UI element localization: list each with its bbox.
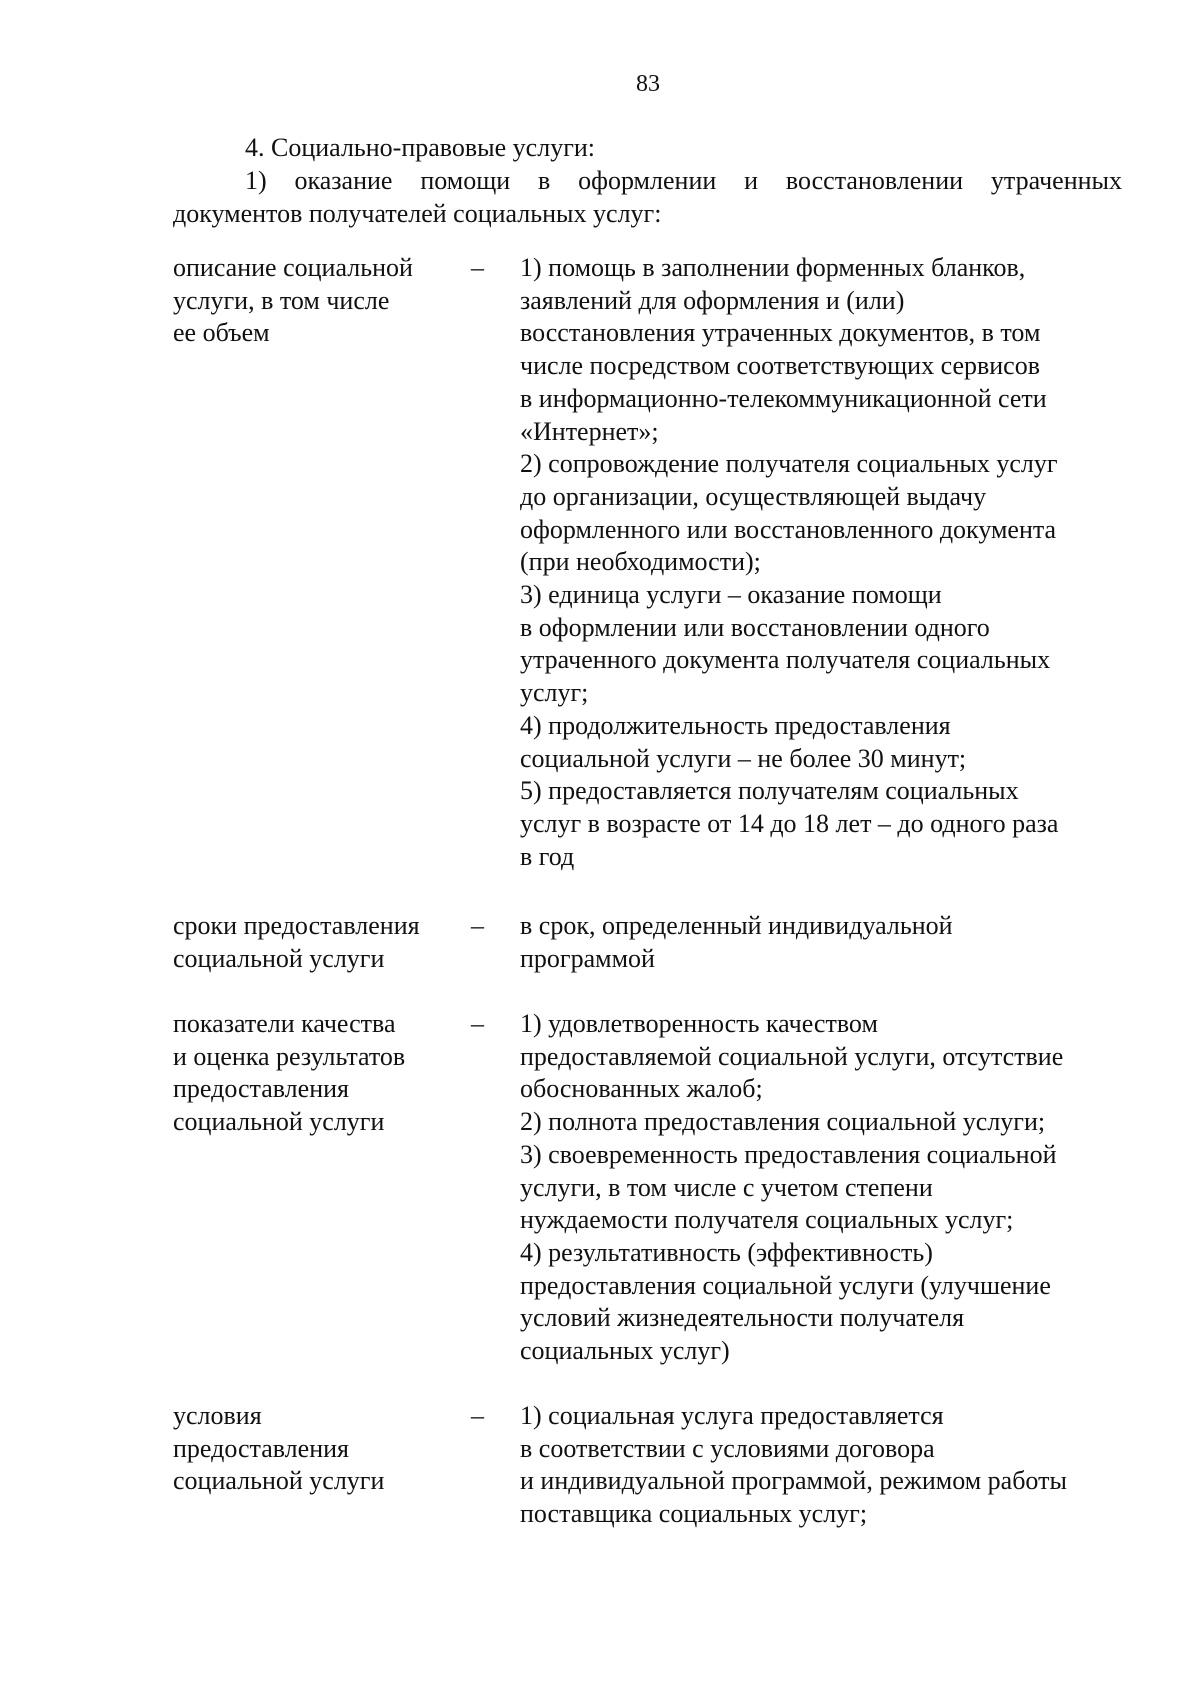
label-line: условия bbox=[173, 1401, 262, 1430]
value-line: в срок, определенный индивидуальной bbox=[520, 911, 953, 940]
value-line: условий жизнедеятельности получателя bbox=[520, 1303, 965, 1333]
value-line: услуг в возрасте от 14 до 18 лет – до одного раза bbox=[520, 808, 1059, 838]
value-line: 1) социальная услуга предоставляется bbox=[520, 1401, 944, 1430]
value-line: 4) результативность (эффективность) bbox=[520, 1237, 933, 1267]
label-line: социальной услуги bbox=[173, 1107, 385, 1137]
value-line: и индивидуальной программой, режимом работы bbox=[520, 1466, 1067, 1496]
value-line: числе посредством соответствующих сервисов bbox=[520, 351, 1040, 381]
value-line: социальной услуги – не более 30 минут; bbox=[520, 743, 967, 773]
value-line: предоставления социальной услуги (улучшение bbox=[520, 1270, 1051, 1300]
row-value bbox=[520, 1008, 1130, 1368]
dash-separator: – bbox=[471, 1401, 484, 1430]
value-line: в оформлении или восстановлении одного bbox=[520, 612, 990, 642]
label-line: социальной услуги bbox=[173, 1466, 385, 1496]
label-line: и оценка результатов bbox=[173, 1041, 406, 1071]
label-line: услуги, в том числе bbox=[173, 285, 390, 315]
value-line: предоставляемой социальной услуги, отсутствие bbox=[520, 1041, 1064, 1071]
value-line: «Интернет»; bbox=[520, 416, 659, 446]
value-line: (при необходимости); bbox=[520, 547, 761, 577]
label-line: ее объем bbox=[173, 318, 270, 348]
value-line: в соответствии с условиями договора bbox=[520, 1433, 935, 1463]
label-line: показатели качества bbox=[173, 1009, 396, 1038]
row-label bbox=[173, 910, 463, 975]
value-line: 3) единица услуги – оказание помощи bbox=[520, 580, 942, 610]
row-value bbox=[520, 252, 1130, 873]
section-heading: 4. Социально-правовые услуги: bbox=[245, 133, 595, 162]
row-label bbox=[173, 1400, 463, 1498]
value-line: услуг; bbox=[520, 678, 589, 708]
value-line: до организации, осуществляющей выдачу bbox=[520, 481, 987, 511]
label-line: сроки предоставления bbox=[173, 911, 420, 940]
value-line: оформленного или восстановленного документа bbox=[520, 514, 1057, 544]
dash-separator: – bbox=[471, 253, 484, 282]
value-line: в информационно-телекоммуникационной сети bbox=[520, 383, 1047, 413]
value-line: 2) полнота предоставления социальной услуги; bbox=[520, 1107, 1046, 1137]
intro-line: документов получателей социальных услуг: bbox=[173, 198, 662, 228]
label-line: социальной услуги bbox=[173, 943, 385, 973]
value-line: 2) сопровождение получателя социальных услуг bbox=[520, 449, 1058, 479]
value-line: нуждаемости получателя социальных услуг; bbox=[520, 1205, 1014, 1235]
label-line: предоставления bbox=[173, 1433, 349, 1463]
value-line: восстановления утраченных документов, в том bbox=[520, 318, 1041, 348]
value-line: 3) своевременность предоставления социальной bbox=[520, 1139, 1057, 1169]
intro-paragraph bbox=[173, 165, 1122, 230]
label-line: описание социальной bbox=[173, 253, 413, 282]
dash-separator: – bbox=[471, 1009, 484, 1038]
value-line: 1) помощь в заполнении форменных бланков, bbox=[520, 253, 1026, 282]
value-line: утраченного документа получателя социальных bbox=[520, 645, 1051, 675]
value-line: обоснованных жалоб; bbox=[520, 1074, 763, 1104]
value-line: 1) удовлетворенность качеством bbox=[520, 1009, 878, 1038]
value-line: социальных услуг) bbox=[520, 1336, 730, 1366]
row-value bbox=[520, 910, 1130, 975]
row-label bbox=[173, 252, 463, 350]
intro-line: 1) оказание помощи в оформлении и восстановлении утраченных bbox=[245, 166, 1122, 195]
label-line: предоставления bbox=[173, 1074, 349, 1104]
value-line: программой bbox=[520, 943, 655, 973]
dash-separator: – bbox=[471, 911, 484, 940]
value-line: 4) продолжительность предоставления bbox=[520, 710, 951, 740]
value-line: в год bbox=[520, 841, 575, 871]
value-line: 5) предоставляется получателям социальных bbox=[520, 776, 1019, 806]
row-label bbox=[173, 1008, 463, 1139]
value-line: заявлений для оформления и (или) bbox=[520, 285, 905, 315]
value-line: услуги, в том числе с учетом степени bbox=[520, 1172, 933, 1202]
page-number: 83 bbox=[636, 71, 660, 97]
value-line: поставщика социальных услуг; bbox=[520, 1499, 868, 1529]
row-value bbox=[520, 1400, 1130, 1531]
